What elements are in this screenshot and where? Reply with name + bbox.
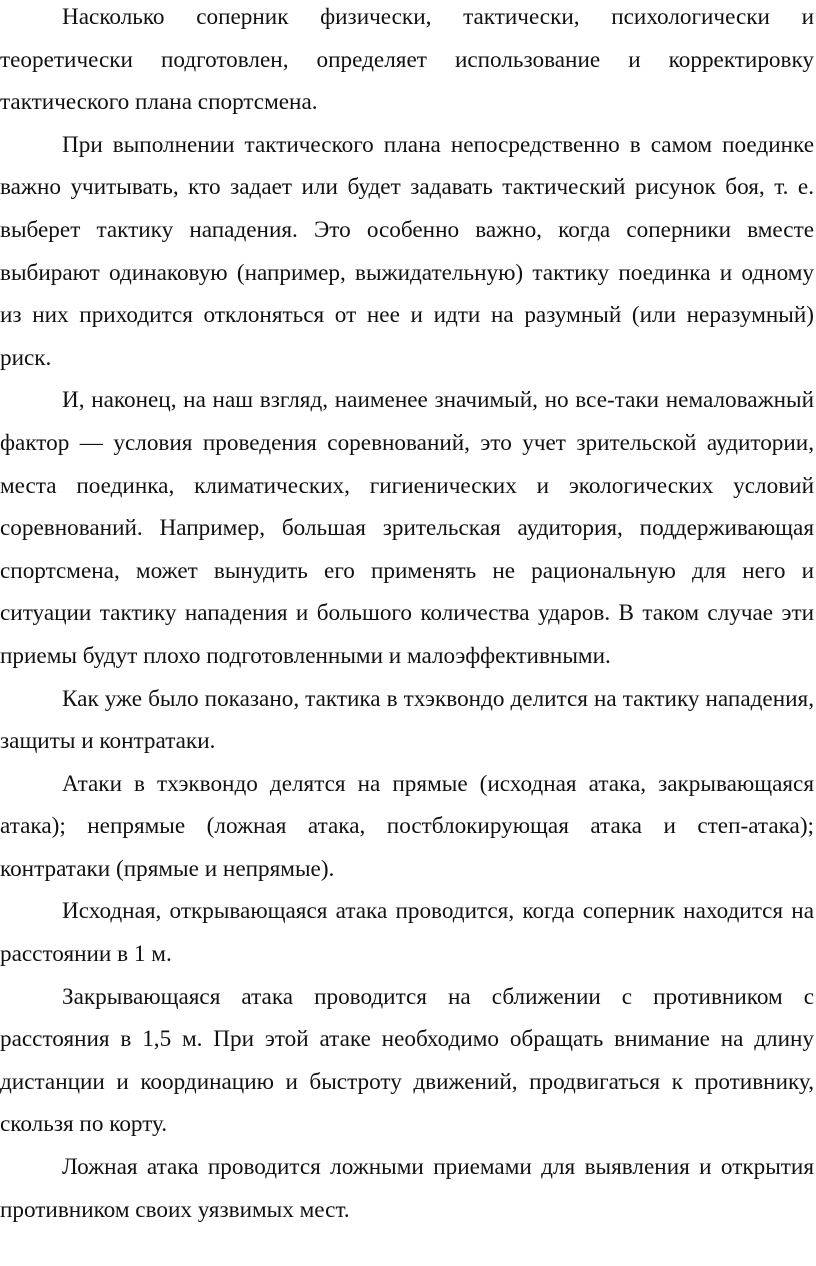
paragraph: Как уже было показано, тактика в тхэквондо делится на тактику нападения, защиты и контратаки. xyxy=(0,685,814,755)
paragraph: Атаки в тхэквондо делятся на прямые (исходная атака, закрывающаяся атака); непрямые (ложная атака, постблокирующая атака и степ-атака); контратаки (прямые и непрямые). xyxy=(0,770,814,882)
paragraph: И, наконец, на наш взгляд, наименее значимый, но все-таки немаловажный фактор — условия проведения соревнований, это учет зрительской аудитории, места поединка, климатических, гигиенических и экологических условий соревнований. Например, большая зрительская аудитория, поддерживающая спортсмена, может вынудить его применять не рациональную для него и ситуации тактику нападения и большого количества ударов. В таком случае эти приемы будут плохо подготовленными и малоэффективными. xyxy=(0,387,814,669)
paragraph: При выполнении тактического плана непосредственно в самом поединке важно учитывать, кто задает или будет задавать тактический рисунок боя, т. е. выберет тактику нападения. Это особенно важно, когда соперники вместе выбирают одинаковую (например, выжидательную) тактику поединка и одному из них приходится отклоняться от нее и идти на разумный (или неразумный) риск. xyxy=(0,131,814,371)
paragraph: Насколько соперник физически, тактически, психологически и теоретически подготовлен, определяет использование и корректировку тактического плана спортсмена. xyxy=(0,4,814,116)
paragraph: Исходная, открывающаяся атака проводится, когда соперник находится на расстоянии в 1 м. xyxy=(0,898,814,968)
paragraph: Ложная атака проводится ложными приемами для выявления и открытия противником своих уязвимых мест. xyxy=(0,1154,814,1223)
paragraph: Закрывающаяся атака проводится на сближении с противником с расстояния в 1,5 м. При этой атаке необходимо обращать внимание на длину дистанции и координацию и быстроту движений, продвигаться к противнику, скользя по корту. xyxy=(0,983,814,1138)
